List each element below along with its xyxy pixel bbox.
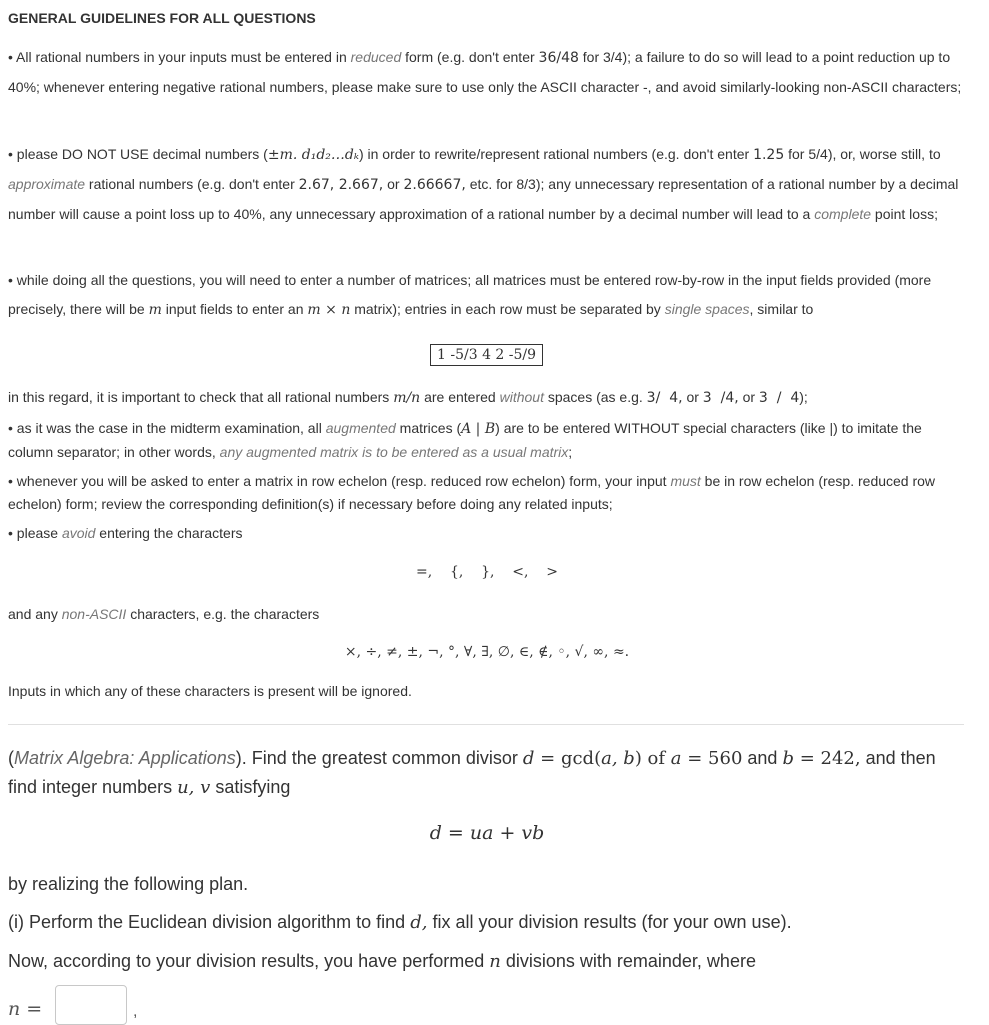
guideline-no-spaces: in this regard, it is important to check that all rational numbers m/n are entered without spaces (as e.g. 3/ 4, or 3 /4, or 3 / 4); (8, 389, 808, 406)
guideline-augmented: • as it was the case in the midterm examination, all augmented matrices (A | B) are to be entered WITHOUT special characters (like |) to imitate the column separator; in other words, any augmented matrix is to be entered as a usual matrix; (8, 420, 922, 460)
guidelines-heading: GENERAL GUIDELINES FOR ALL QUESTIONS (8, 10, 316, 26)
guideline-matrices: • while doing all the questions, you will need to enter a number of matrices; all matrices must be entered row-by-row in the input fields provided (more precisely, there will be m input fields to enter an m × n matrix); entries in each row must be separated by single spaces, similar to (8, 272, 932, 318)
guideline-avoid-chars: • please avoid entering the characters (8, 525, 243, 541)
guideline-non-ascii: and any non-ASCII characters, e.g. the characters (8, 606, 320, 622)
n-answer-input[interactable] (55, 985, 127, 1025)
n-label: n = (8, 998, 43, 1020)
target-equation: d = ua + vb (429, 822, 545, 844)
step-1-text: (i) Perform the Euclidean division algorithm to find d, fix all your division results (for your own use). (8, 912, 792, 933)
section-divider (8, 724, 964, 725)
plan-intro: by realizing the following plan. (8, 874, 249, 894)
forbidden-non-ascii-chars: ×, ÷, ≠, ±, ¬, °, ∀, ∃, ∅, ∈, ∉, ◦, √, ∞, ≈. (344, 644, 630, 660)
guideline-ignored-notice: Inputs in which any of these characters is present will be ignored. (8, 683, 412, 699)
forbidden-ascii-chars: =, {, }, <, > (415, 564, 558, 580)
matrix-row-example: 1 -5/3 4 2 -5/9 (430, 344, 543, 366)
question-statement: (Matrix Algebra: Applications). Find the greatest common divisor d = gcd(a, b) of a = 560 and b = 242, and then find integer numbers u, v satisfying (8, 748, 936, 798)
divisions-count-text: Now, according to your division results, you have performed n divisions with remainder, where (8, 951, 756, 972)
guideline-no-decimals: • please DO NOT USE decimal numbers (±m. d₁d₂…dₖ) in order to rewrite/represent rational numbers (e.g. don't enter 1.25 for 5/4), or, worse still, to approximate rational numbers (e.g. don't enter 2.67, 2.667, or 2.66667, etc. for 8/3); any unnecessary representation of a rational number by a decimal number will cause a point loss up to 40%, any unnecessary approximation of a rational number by a decimal number will lead to a complete point loss; (8, 146, 959, 222)
n-trailing-comma: , (133, 1003, 138, 1020)
guideline-reduced-form: • All rational numbers in your inputs must be entered in reduced form (e.g. don't enter 36/48 for 3/4); a failure to do so will lead to a point reduction up to 40%; whenever entering negative rational numbers, please make sure to use only the ASCII character -, and avoid similarly-looking non-ASCII characters; (8, 49, 962, 95)
guideline-echelon: • whenever you will be asked to enter a matrix in row echelon (resp. reduced row echelon) form, your input must be in row echelon (resp. reduced row echelon) form; review the corresponding definition(s) if necessary before doing any related inputs; (8, 473, 936, 512)
